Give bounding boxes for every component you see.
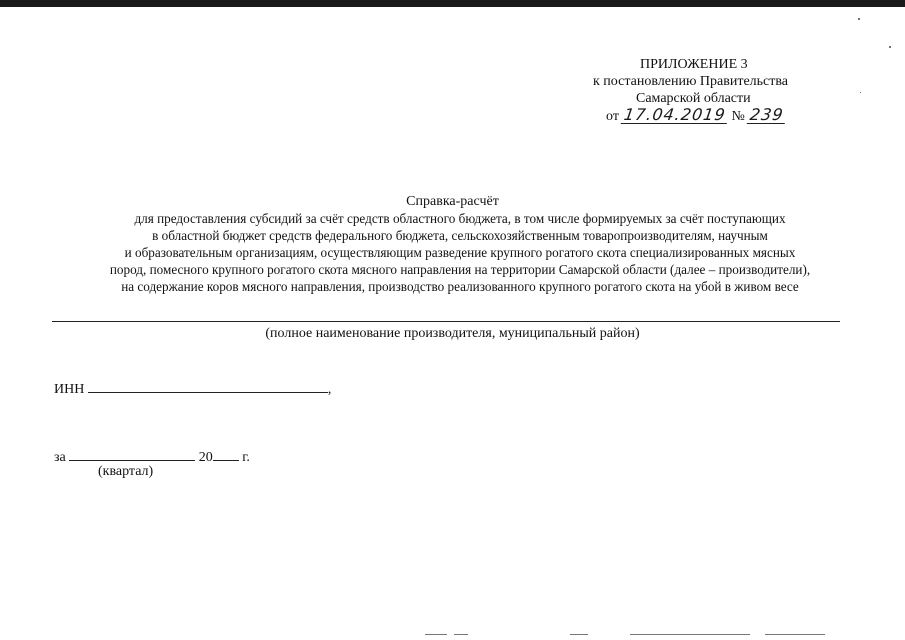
body-line: в областной бюджет средств федерального бюджета, сельскохозяйственным товаропроизводителям, научным: [152, 228, 768, 243]
year-blank-line: [213, 446, 239, 461]
document-body: [20, 210, 900, 295]
document-title: Справка-расчёт: [406, 194, 499, 209]
inn-blank-line: [88, 378, 328, 393]
producer-caption: (полное наименование производителя, муниципальный район): [265, 326, 640, 341]
number-prefix: №: [731, 109, 745, 124]
appendix-region-line: Самарской области: [636, 91, 751, 106]
appendix-date-row: [606, 106, 786, 125]
date-prefix: от: [606, 109, 619, 124]
producer-name-blank-line: [52, 321, 840, 322]
body-line: и образовательным организациям, осуществляющим разведение крупного рогатого скота специализированных мясных: [124, 245, 796, 260]
scan-speck: [858, 18, 860, 20]
handwritten-number: 239: [749, 105, 786, 124]
year-prefix: 20: [198, 450, 213, 465]
body-line: на содержание коров мясного направления, производство реализованного крупного рогатого скота на убой в живом весе: [121, 279, 799, 294]
appendix-title: ПРИЛОЖЕНИЕ 3: [640, 57, 748, 72]
body-line: для предоставления субсидий за счёт средств областного бюджета, в том числе формируемых за счёт поступающих: [134, 211, 786, 226]
body-line: пород, помесного крупного рогатого скота мясного направления на территории Самарской области (далее – производители),: [109, 262, 811, 277]
scan-speck: [860, 92, 861, 93]
scan-speck: [889, 46, 891, 48]
inn-suffix: ,: [327, 382, 332, 397]
inn-label: ИНН: [54, 382, 85, 397]
year-suffix: г.: [242, 450, 250, 465]
handwritten-date: 17.04.2019: [623, 105, 728, 124]
quarter-blank-line: [69, 446, 195, 461]
inn-row: [54, 378, 331, 398]
appendix-resolution-line: к постановлению Правительства: [593, 74, 789, 89]
period-row: [54, 446, 250, 466]
scan-top-edge: [0, 0, 905, 7]
quarter-caption: (квартал): [98, 464, 154, 479]
period-prefix: за: [54, 450, 66, 465]
scan-bottom-marks: [420, 634, 860, 636]
